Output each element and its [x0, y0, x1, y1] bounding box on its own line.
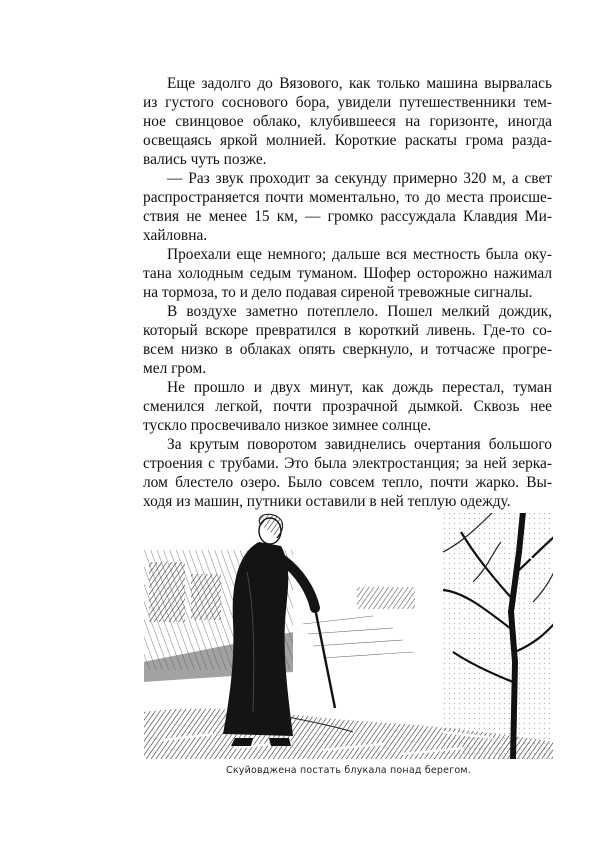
text-line: — Раз звук проходит за секунду примерно 320 м, а свет — [167, 170, 552, 187]
text-line: лом блестело озеро. Было совсем тепло, почти жарко. Вы- — [143, 474, 552, 491]
text-line: Еще задолго до Вязового, как только машина вырвалась — [167, 75, 552, 92]
text-line: хайловна. — [143, 227, 208, 244]
walking-figure — [223, 514, 335, 746]
text-line: В воздухе заметно потеплело. Пошел мелкий дождик, — [167, 303, 552, 320]
snowy-tree — [443, 512, 554, 760]
illustration-caption: Скуйовджена постать блукала понад берегом. — [226, 765, 471, 776]
text-line: освещаясь яркой молнией. Короткие раскаты грома разда- — [143, 132, 552, 149]
text-line: вались чуть позже. — [143, 151, 267, 168]
text-line: тана холодным седым туманом. Шофер осторожно нажимал — [143, 265, 552, 282]
body-text — [143, 74, 552, 511]
text-line: из густого соснового бора, увидели путешественники тем- — [143, 94, 552, 111]
text-line: Не прошло и двух минут, как дождь перестал, туман — [167, 379, 552, 396]
text-line: мел гром. — [143, 360, 207, 377]
text-line: ходя из машин, путники оставили в ней теплую одежду. — [143, 493, 511, 510]
text-line: За крутым поворотом завиднелись очертания большого — [167, 436, 552, 453]
text-line: который вскоре превратился в короткий ливень. Где-то со- — [143, 322, 552, 339]
text-line: тускло просвечивало низкое зимнее солнце. — [143, 417, 432, 434]
text-line: сменился легкой, почти прозрачной дымкой. Сквозь нее — [143, 398, 552, 415]
text-line: Проехали еще немного; дальше вся местность была оку- — [167, 246, 552, 263]
text-line: ное свинцовое облако, клубившееся на горизонте, иногда — [143, 113, 552, 130]
text-line: строения с трубами. Это была электростанция; за ней зерка- — [143, 455, 552, 472]
text-line: на тормоза, то и дело подавая сиреной тревожные сигналы. — [143, 284, 533, 301]
text-line: распространяется почти моментально, то до места происше- — [143, 189, 552, 206]
text-line: ствия не менее 15 км, — громко рассуждала Клавдия Ми- — [143, 208, 552, 225]
text-line: всем низко в облаках опять сверкнуло, и тотчасже прогре- — [143, 341, 552, 358]
illustration-figure-by-lake — [143, 512, 554, 760]
